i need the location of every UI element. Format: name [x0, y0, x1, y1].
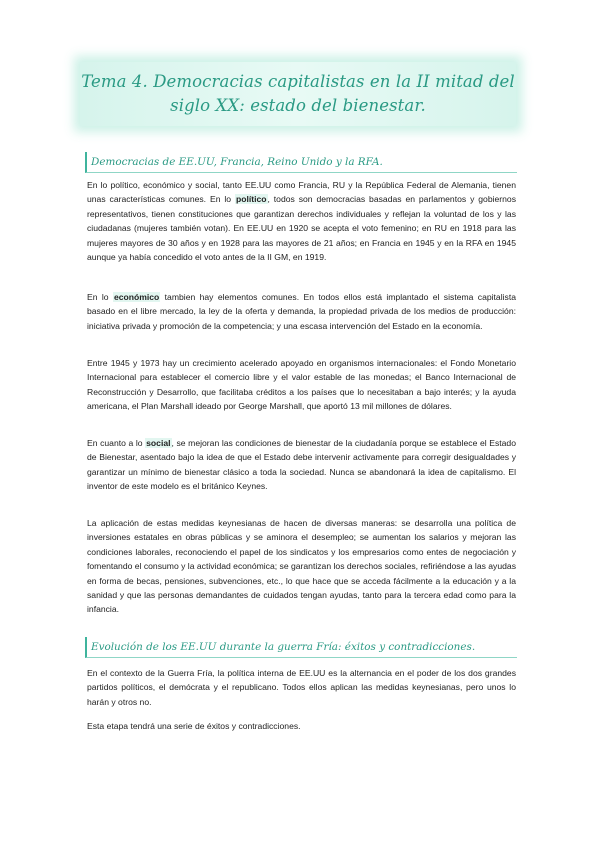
paragraph-text: , todos son democracias basadas en parlamentos y gobiernos representativos, tienen constituciones que garantizan derechos individuales y reflejan la voluntad de los y las ciudadanas (mujeres también votan). En EE.UU en 1920 se acepta el voto femenino; en RU en 1918 para las mujeres mayores de 30 años y en 1928 para las mayores de 21 años; en Francia en 1945 y en la RFA en 1945 aunque ya había concedido el voto antes de la II GM, en 1919.	[87, 194, 517, 263]
highlight-economico: económico	[113, 292, 160, 302]
paragraph-crecimiento: Entre 1945 y 1973 hay un crecimiento acelerado apoyado en organismos internacionales: el Fondo Monetario Internacional para establecer el comercio libre y el valor estable de las monedas; el Banco Internacional de Reconstrucción y Desarrollo, que facilitaba créditos a los países que lo necesitaban a bajo interés; y la ayuda americana, el Plan Marshall ideado por George Marshall, que aportó 13 mil millones de dólares.	[87, 358, 516, 412]
paragraph-keynesianas: La aplicación de estas medidas keynesianas de hacen de diversas maneras: se desarrolla una política de inversiones estatales en obras públicas y se aminora el desempleo; se aumentan los salarios y mejoran las condiciones laborales, reconociendo el papel de los sindicatos y los empresarios como entes de negociación y fomentando el consumo y la actividad económica; se garantizan los derechos sociales, refiriéndose a las ayudas en forma de becas, pensiones, subvenciones, etc., lo que hace que se acceda fácilmente a la educación y a la sanidad y que las personas demandantes de cuidados tengan ayudas, tanto para la tercera edad como para la infancia.	[87, 518, 516, 615]
title-line-2: siglo XX: estado del bienestar.	[170, 96, 426, 115]
paragraph-politico	[87, 178, 516, 264]
paragraph-text: En lo político, económico y social, tanto EE.UU como Francia, RU y la República Federal de Alemania, tienen unas características comunes. En lo	[87, 180, 516, 205]
highlight-social: social	[146, 438, 171, 448]
paragraph-text: En lo	[87, 292, 113, 302]
paragraph-social	[87, 436, 516, 494]
paragraph-etapa: Esta etapa tendrá una serie de éxitos y contradicciones.	[87, 721, 301, 731]
title-banner	[80, 62, 516, 126]
paragraph-text: tambien hay elementos comunes. En todos ellos está implantado el sistema capitalista basado en el libre mercado, la ley de la oferta y demanda, la propiedad privada de los medios de producción: iniciativa privada y promoción de la competencia; y una escasa intervención del Estado en la economía.	[87, 292, 516, 331]
section-heading-guerra-fria: Evolución de los EE.UU durante la guerra Fría: éxitos y contradicciones.	[85, 637, 517, 658]
section-heading-democracias: Democracias de EE.UU, Francia, Reino Unido y la RFA.	[85, 152, 517, 173]
paragraph-economico	[87, 290, 516, 333]
paragraph-text: , se mejoran las condiciones de bienestar de la ciudadanía porque se establece el Estado de Bienestar, asentado bajo la idea de que el Estado debe intervenir activamente para corregir desigualdades y garantizar un mínimo de bienestar clásico a toda la sociedad. Nunca se abandonará la idea de capitalismo. El inventor de este modelo es el británico Keynes.	[87, 438, 516, 492]
highlight-politico: político	[235, 194, 267, 205]
paragraph-contexto: En el contexto de la Guerra Fría, la política interna de EE.UU es la alternancia en el poder de los dos grandes partidos políticos, el demócrata y el republicano. Todos ellos aplican las medidas keynesianas, pero unos lo harán y otros no.	[87, 668, 516, 707]
title-line-1: Tema 4. Democracias capitalistas en la II mitad del	[81, 72, 515, 91]
document-title	[80, 70, 516, 118]
paragraph-text: En cuanto a lo	[87, 438, 146, 448]
